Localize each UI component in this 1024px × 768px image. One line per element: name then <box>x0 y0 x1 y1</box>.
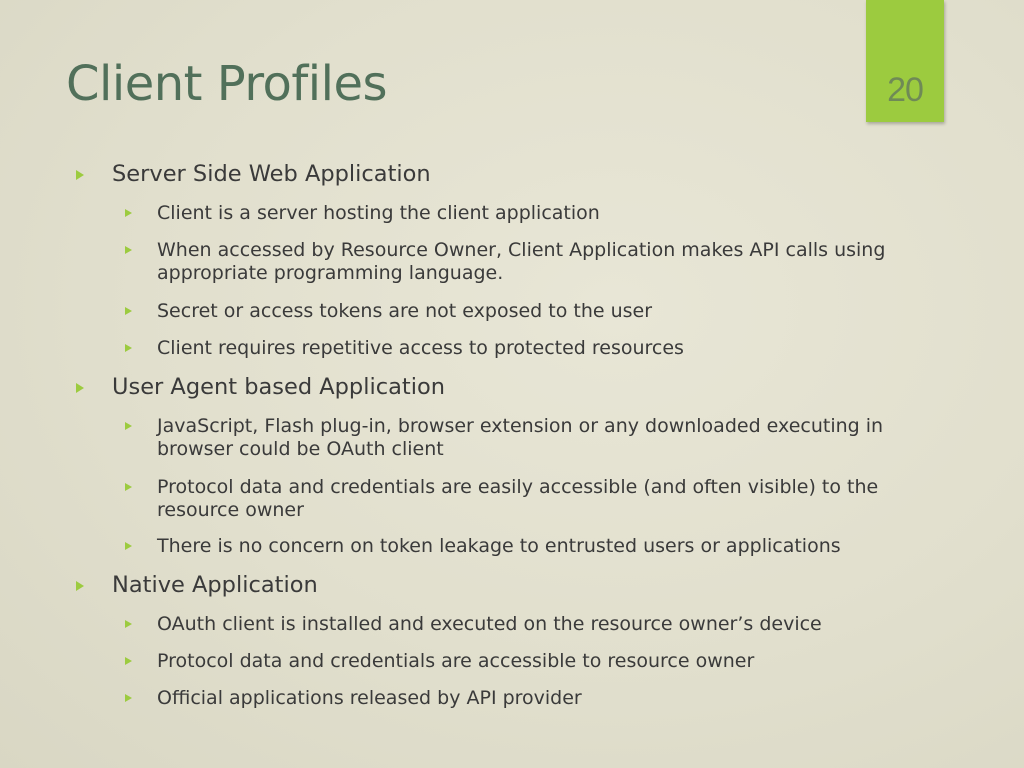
list-item: Protocol data and credentials are easily accessible (and often visible) to the resource owner <box>157 476 879 521</box>
bullet-arrow-icon <box>125 307 132 315</box>
bullet-arrow-icon <box>125 694 132 702</box>
bullet-arrow-icon <box>76 383 84 393</box>
bullet-arrow-icon <box>125 209 132 217</box>
list-item: There is no concern on token leakage to entrusted users or applications <box>157 535 841 557</box>
slide-title: Client Profiles <box>66 56 387 112</box>
bullet-arrow-icon <box>76 170 84 180</box>
list-item: JavaScript, Flash plug-in, browser extension or any downloaded executing in browser could be OAuth client <box>157 415 884 460</box>
bullet-arrow-icon <box>125 246 132 254</box>
list-item: OAuth client is installed and executed on the resource owner’s device <box>157 613 822 635</box>
bullet-arrow-icon <box>125 422 132 430</box>
page-number: 20 <box>887 71 923 109</box>
list-item: When accessed by Resource Owner, Client Application makes API calls using appropriate programming language. <box>157 239 886 284</box>
list-item: Protocol data and credentials are accessible to resource owner <box>157 650 755 672</box>
section-heading-native: Native Application <box>112 572 318 598</box>
list-item: Official applications released by API provider <box>157 687 582 709</box>
section-heading-server-side: Server Side Web Application <box>112 161 431 187</box>
bullet-arrow-icon <box>125 542 132 550</box>
bullet-arrow-icon <box>76 581 84 591</box>
list-item: Client is a server hosting the client application <box>157 202 600 224</box>
list-item: Secret or access tokens are not exposed to the user <box>157 300 653 322</box>
bullet-arrow-icon <box>125 344 132 352</box>
bullet-arrow-icon <box>125 620 132 628</box>
bullet-arrow-icon <box>125 657 132 665</box>
section-heading-user-agent: User Agent based Application <box>112 374 445 400</box>
list-item: Client requires repetitive access to protected resources <box>157 337 684 359</box>
bullet-arrow-icon <box>125 483 132 491</box>
